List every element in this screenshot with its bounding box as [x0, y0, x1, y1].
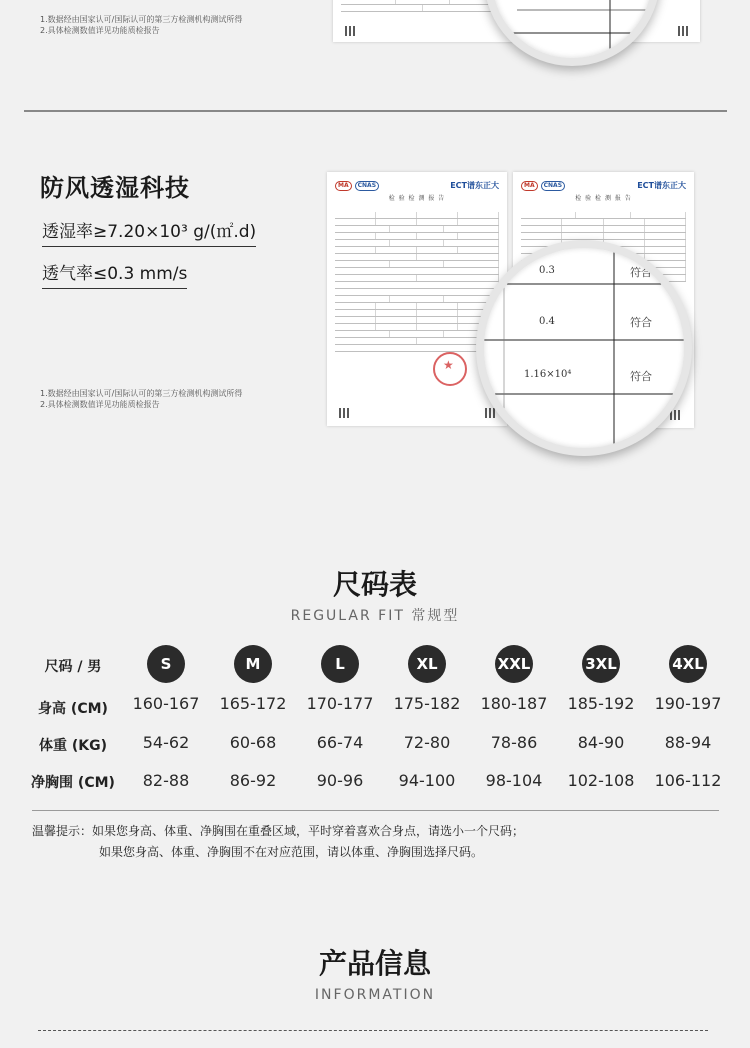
air-spec: 透气率≤0.3 mm/s — [42, 259, 187, 289]
chest-cell: 86-92 — [229, 771, 277, 790]
chest-cell: 102-108 — [567, 771, 635, 790]
magnified-value-2: 0.4 — [539, 316, 555, 327]
chest-cell: 98-104 — [485, 771, 543, 790]
chest-cell: 106-112 — [654, 771, 722, 790]
top-note-list — [40, 14, 242, 36]
report-table — [335, 212, 499, 400]
tip-line-1: 如果您身高、体重、净胸围在重叠区域，平时穿着喜欢合身点，请选小一个尺码； — [92, 824, 525, 838]
cma-logo-icon: MA — [335, 181, 352, 191]
top-note-1: 1.数据经由国家认可/国际认可的第三方检测机构测试所得 — [40, 15, 243, 24]
weight-cell: 66-74 — [316, 733, 364, 752]
section-divider — [24, 110, 727, 112]
weight-cell: 84-90 — [577, 733, 625, 752]
size-badge: S — [147, 645, 185, 683]
red-stamp-icon — [433, 352, 467, 386]
chest-cell: 82-88 — [142, 771, 190, 790]
magnified-result-3: 符合 — [630, 370, 652, 383]
size-badge: 3XL — [582, 645, 620, 683]
tech-note-1: 1.数据经由国家认可/国际认可的第三方检测机构测试所得 — [40, 389, 243, 398]
row-label-size: 尺码 / 男 — [44, 659, 102, 675]
row-label-chest: 净胸围 (CM) — [31, 775, 115, 791]
lab-logo: ECT谱东正大 — [637, 181, 686, 190]
magnified-value-3: 1.16×10⁴ — [524, 369, 572, 380]
chest-cell: 94-100 — [398, 771, 456, 790]
report-magnifier — [476, 240, 692, 456]
qr-code-icon — [678, 26, 688, 36]
top-report-left — [333, 0, 513, 42]
tech-note-list — [40, 388, 242, 410]
top-note-2: 2.具体检测数值详见功能质检报告 — [40, 26, 160, 35]
size-chart-subtitle: REGULAR FIT 常规型 — [290, 608, 460, 624]
size-badge: XL — [408, 645, 446, 683]
moisture-spec: 透湿率≥7.20×10³ g/(㎡.d) — [42, 217, 256, 247]
product-info-title: 产品信息 — [318, 947, 431, 980]
top-magnifier — [484, 0, 660, 66]
weight-cell: 60-68 — [229, 733, 277, 752]
height-cell: 170-177 — [306, 694, 374, 713]
cnas-logo-icon: CNAS — [541, 181, 565, 191]
product-info-subtitle: INFORMATION — [314, 987, 436, 1003]
size-badge: L — [321, 645, 359, 683]
tip-line-2: 如果您身高、体重、净胸围不在对应范围，请以体重、净胸围选择尺码。 — [99, 845, 484, 859]
test-report-1 — [327, 172, 507, 426]
weight-cell: 88-94 — [664, 733, 712, 752]
height-cell: 175-182 — [393, 694, 461, 713]
chest-cell: 90-96 — [316, 771, 364, 790]
size-badge: XXL — [495, 645, 533, 683]
weight-cell: 54-62 — [142, 733, 190, 752]
size-badge: M — [234, 645, 272, 683]
size-table-divider — [32, 810, 719, 811]
magnified-value-1: 0.3 — [539, 265, 555, 276]
size-tip — [32, 821, 712, 863]
row-label-height: 身高 (CM) — [38, 701, 108, 717]
size-badge: 4XL — [669, 645, 707, 683]
tech-title: 防风透湿科技 — [40, 174, 190, 202]
tip-label: 温馨提示： — [32, 824, 93, 838]
report-title: 检 验 检 测 报 告 — [575, 195, 632, 202]
height-cell: 160-167 — [132, 694, 200, 713]
cnas-logo-icon: CNAS — [355, 181, 379, 191]
tech-note-2: 2.具体检测数值详见功能质检报告 — [40, 400, 160, 409]
row-label-weight: 体重 (KG) — [38, 738, 107, 754]
qr-code-icon — [339, 408, 349, 418]
height-cell: 180-187 — [480, 694, 548, 713]
report-title: 检 验 检 测 报 告 — [388, 195, 446, 202]
magnified-result-1: 符合 — [630, 266, 652, 279]
size-chart-title: 尺码表 — [332, 568, 417, 601]
weight-cell: 72-80 — [403, 733, 451, 752]
height-cell: 165-172 — [219, 694, 287, 713]
height-cell: 190-197 — [654, 694, 722, 713]
lab-logo: ECT谱东正大 — [450, 181, 499, 190]
weight-cell: 78-86 — [490, 733, 538, 752]
product-info-divider — [38, 1030, 708, 1031]
qr-code-icon — [345, 26, 355, 36]
cma-logo-icon: MA — [521, 181, 538, 191]
magnified-result-2: 符合 — [630, 316, 652, 329]
height-cell: 185-192 — [567, 694, 635, 713]
